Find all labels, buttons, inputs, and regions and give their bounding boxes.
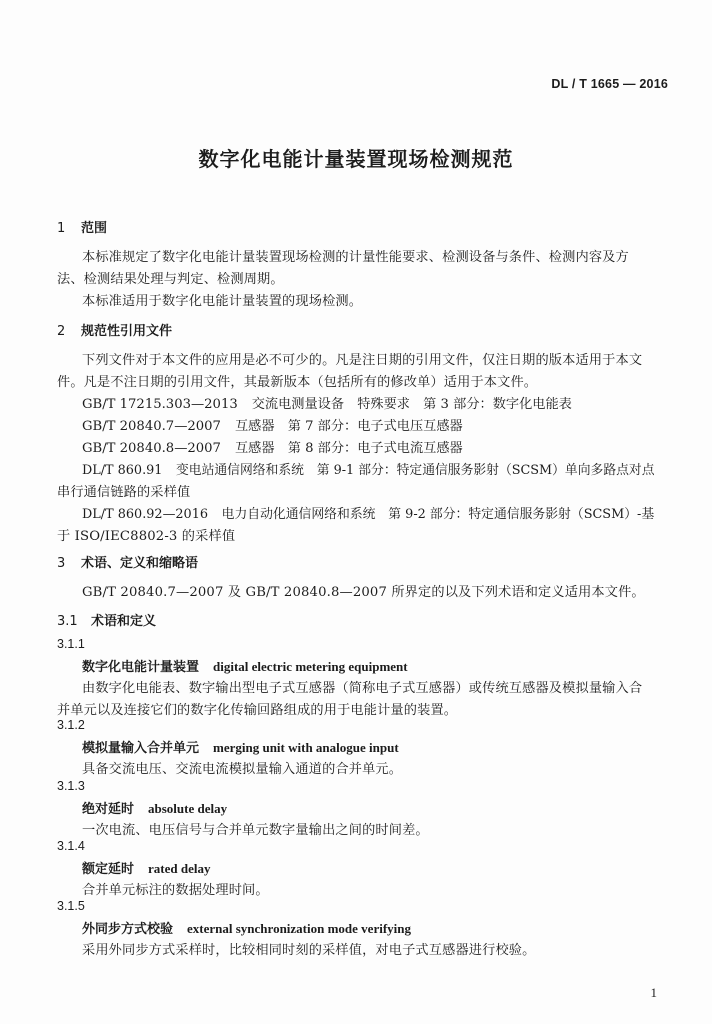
term-definition: 采用外同步方式采样时，比较相同时刻的采样值，对电子式互感器进行校验。 [82, 943, 536, 958]
term-cn: 数字化电能计量装置 [82, 660, 200, 675]
reference-title: 互感器 第 8 部分：电子式电流互感器 [234, 441, 463, 456]
term-cn: 模拟量输入合并单元 [82, 741, 200, 756]
reference-item [82, 437, 477, 456]
section-number: 1 [57, 221, 66, 236]
subsection-number: 3.1 [57, 614, 78, 629]
reference-code: GB/T 20840.7—2007 [82, 419, 221, 434]
term-heading [82, 737, 399, 756]
standard-code: DL / T 1665 — 2016 [551, 77, 668, 91]
term-definition: 具备交流电压、交流电流模拟量输入通道的合并单元。 [82, 762, 403, 777]
subsection-3-1-heading [57, 610, 156, 629]
term-heading [82, 918, 411, 937]
reference-item [82, 459, 668, 478]
term-en: digital electric metering equipment [213, 659, 408, 674]
term-heading [82, 858, 210, 877]
term-definition: 由数字化电能表、数字输出型电子式互感器（简称电子式互感器）或传统互感器及模拟量输入合 [82, 681, 643, 696]
reference-item [82, 393, 586, 412]
section-number: 3 [57, 556, 66, 571]
scope-applicability: 本标准适用于数字化电能计量装置的现场检测。 [82, 294, 363, 309]
section-number: 2 [57, 324, 66, 339]
reference-continuation: 串行通信链路的采样值 [57, 485, 191, 500]
reference-code: DL/T 860.92—2016 [82, 507, 209, 522]
term-number: 3.1.1 [57, 637, 85, 651]
section-title: 术语、定义和缩略语 [81, 556, 199, 571]
page-number: 1 [650, 985, 657, 1000]
terms-intro: GB/T 20840.7—2007 及 GB/T 20840.8—2007 所界定的以及下列术语和定义适用本文件。 [82, 585, 645, 600]
reference-code: DL/T 860.91 [82, 463, 163, 478]
term-cn: 额定延时 [82, 862, 135, 877]
term-en: absolute delay [148, 801, 228, 816]
scope-paragraph-line: 本标准规定了数字化电能计量装置现场检测的计量性能要求、检测设备与条件、检测内容及方 [82, 250, 629, 265]
reference-item [82, 503, 668, 522]
subsection-title: 术语和定义 [91, 614, 157, 629]
term-en: rated delay [148, 861, 211, 876]
section-1-heading [57, 217, 107, 236]
term-number: 3.1.4 [57, 839, 85, 853]
term-number: 3.1.3 [57, 779, 85, 793]
term-number: 3.1.2 [57, 718, 85, 732]
term-heading [82, 798, 227, 817]
term-en: external synchronization mode verifying [187, 921, 412, 936]
term-number: 3.1.5 [57, 899, 85, 913]
scope-paragraph-line: 法、检测结果处理与判定、检测周期。 [57, 272, 284, 287]
reference-continuation: 于 ISO/IEC8802-3 的采样值 [57, 529, 236, 544]
section-2-heading [57, 320, 172, 339]
reference-title: 变电站通信网络和系统 第 9-1 部分：特定通信服务影射（SCSM）单向多路点对点 [175, 463, 655, 478]
section-3-heading [57, 552, 198, 571]
references-intro-line: 件。凡是不注日期的引用文件，其最新版本（包括所有的修改单）适用于本文件。 [57, 375, 538, 390]
reference-code: GB/T 17215.303—2013 [82, 397, 238, 412]
section-title: 规范性引用文件 [81, 324, 173, 339]
reference-title: 互感器 第 7 部分：电子式电压互感器 [234, 419, 463, 434]
term-cn: 绝对延时 [82, 802, 135, 817]
term-definition: 合并单元标注的数据处理时间。 [82, 883, 269, 898]
term-en: merging unit with analogue input [213, 740, 399, 755]
term-cn: 外同步方式校验 [82, 922, 174, 937]
document-title: 数字化电能计量装置现场检测规范 [198, 147, 514, 171]
reference-title: 电力自动化通信网络和系统 第 9-2 部分：特定通信服务影射（SCSM）-基 [221, 507, 655, 522]
term-definition-continued: 并单元以及连接它们的数字化传输回路组成的用于电能计量的装置。 [57, 703, 458, 718]
term-definition: 一次电流、电压信号与合并单元数字量输出之间的时间差。 [82, 823, 429, 838]
term-heading [82, 656, 408, 675]
references-intro-line: 下列文件对于本文件的应用是必不可少的。凡是注日期的引用文件，仅注日期的版本适用于本文 [82, 353, 643, 368]
reference-title: 交流电测量设备 特殊要求 第 3 部分：数字化电能表 [251, 397, 572, 412]
reference-item [82, 415, 477, 434]
section-title: 范围 [81, 221, 108, 236]
reference-code: GB/T 20840.8—2007 [82, 441, 221, 456]
